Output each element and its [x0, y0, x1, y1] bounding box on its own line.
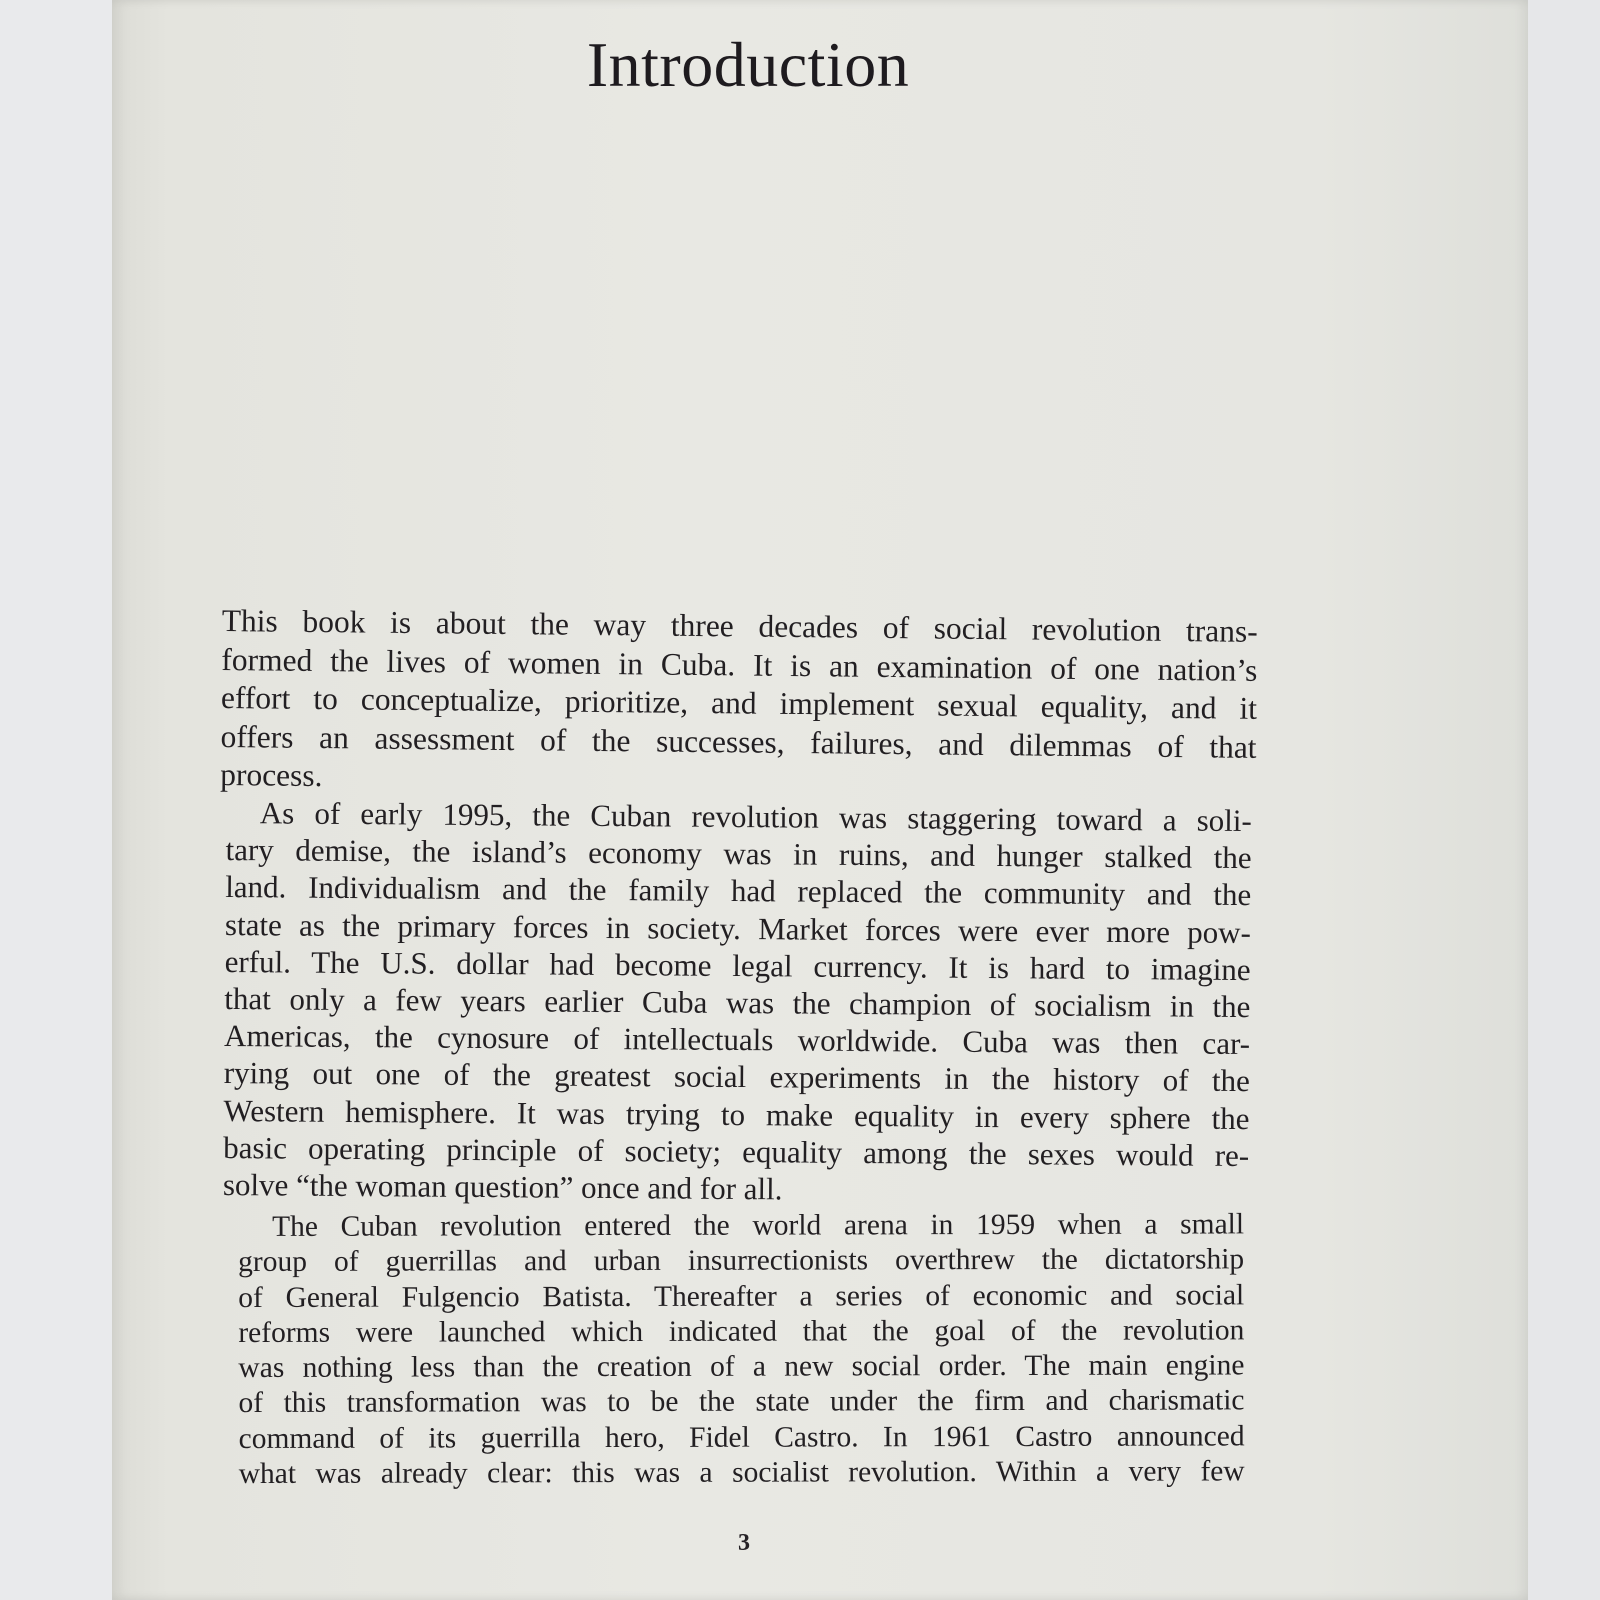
text-line: reforms were launched which indicated that the goal of the revolution — [238, 1314, 1245, 1349]
text-line: Americas, the cynosure of intellectuals worldwide. Cuba was then car- — [223, 1018, 1251, 1062]
text-line: that only a few years earlier Cuba was the champion of socialism in the — [224, 981, 1251, 1025]
text-line: process. — [220, 756, 323, 794]
paragraph-3 — [238, 1207, 1245, 1492]
text-line: erful. The U.S. dollar had become legal currency. It is hard to imagine — [224, 943, 1251, 987]
text-line: offers an assessment of the successes, failures, and dilemmas of that — [220, 718, 1257, 765]
text-line: was nothing less than the creation of a new social order. The main engine — [238, 1349, 1245, 1385]
text-line: effort to conceptualize, prioritize, and implement sexual equality, and it — [220, 679, 1258, 726]
page-number: 3 — [738, 1530, 750, 1556]
chapter-title: Introduction — [586, 29, 910, 100]
text-line: As of early 1995, the Cuban revolution was staggering toward a soli- — [259, 795, 1252, 839]
text-line: solve “the woman question” once and for all. — [222, 1167, 783, 1207]
text-line: of this transformation was to be the state under the firm and charismatic — [238, 1384, 1245, 1420]
text-line: Western hemisphere. It was trying to make equality in every sphere the — [223, 1092, 1250, 1136]
text-line: tary demise, the island’s economy was in ruins, and hunger stalked the — [225, 832, 1252, 876]
text-line: This book is about the way three decades of social revolution trans- — [221, 602, 1258, 649]
text-line: state as the primary forces in society. Market forces were ever more pow- — [224, 906, 1252, 950]
text-line: group of guerrillas and urban insurrectionists overthrew the dictatorship — [238, 1243, 1245, 1279]
text-line: rying out one of the greatest social experiments in the history of the — [223, 1055, 1250, 1099]
text-line: command of its guerrilla hero, Fidel Castro. In 1961 Castro announced — [238, 1420, 1245, 1455]
paragraph-1 — [220, 602, 1258, 805]
text-line: what was already clear: this was a socialist revolution. Within a very few — [238, 1455, 1245, 1491]
text-line: formed the lives of women in Cuba. It is an examination of one nation’s — [221, 641, 1258, 688]
paragraph-2 — [223, 794, 1252, 1211]
text-line: of General Fulgencio Batista. Thereafter a series of economic and social — [238, 1278, 1245, 1314]
text-line: The Cuban revolution entered the world arena in 1959 when a small — [272, 1208, 1245, 1243]
text-line: land. Individualism and the family had replaced the community and the — [225, 869, 1252, 913]
text-line: basic operating principle of society; equality among the sexes would re- — [223, 1129, 1250, 1173]
